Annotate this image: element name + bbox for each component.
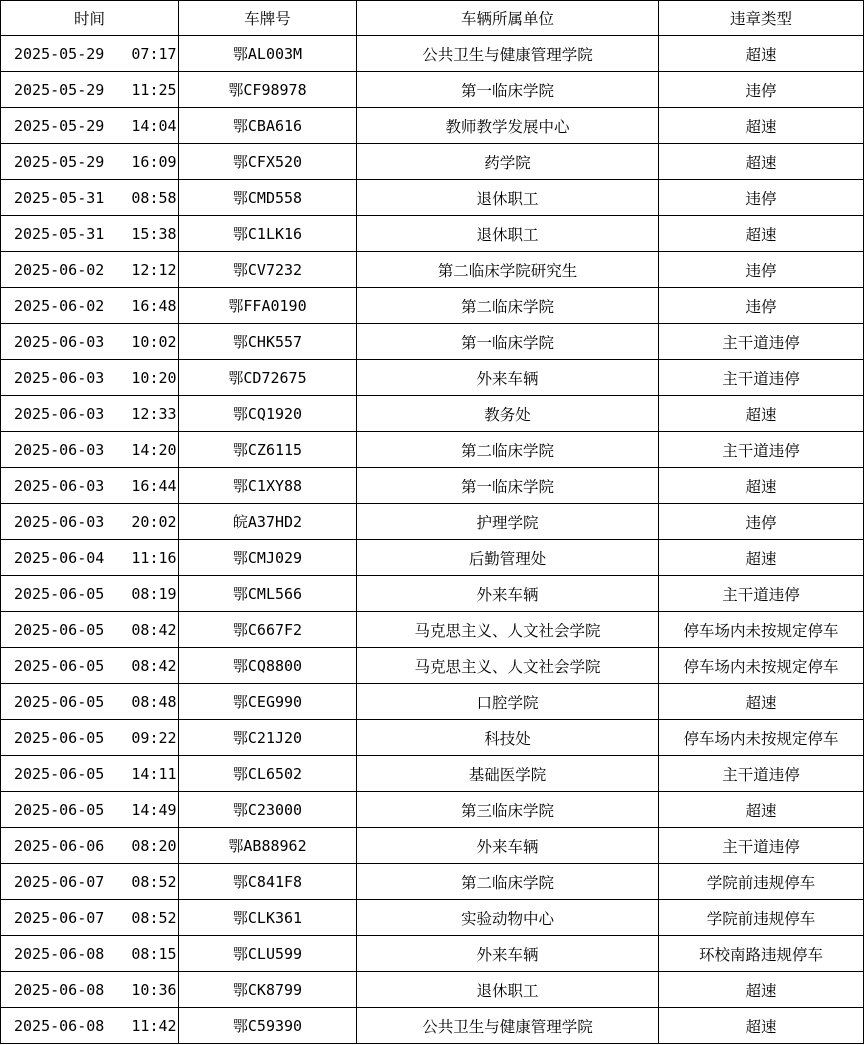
cell-plate: 鄂CK8799 bbox=[179, 972, 357, 1008]
cell-violation-type: 超速 bbox=[659, 684, 864, 720]
cell-time: 2025-06-07 08:52 bbox=[1, 864, 179, 900]
cell-plate: 鄂CD72675 bbox=[179, 360, 357, 396]
table-body bbox=[1, 36, 864, 1044]
cell-time: 2025-06-03 12:33 bbox=[1, 396, 179, 432]
cell-time: 2025-06-07 08:52 bbox=[1, 900, 179, 936]
cell-unit: 基础医学院 bbox=[357, 756, 659, 792]
cell-violation-type: 超速 bbox=[659, 216, 864, 252]
table-row bbox=[1, 180, 864, 216]
cell-violation-type: 主干道违停 bbox=[659, 828, 864, 864]
cell-time: 2025-06-05 09:22 bbox=[1, 720, 179, 756]
cell-violation-type: 主干道违停 bbox=[659, 360, 864, 396]
table-row bbox=[1, 504, 864, 540]
cell-plate: 鄂C23000 bbox=[179, 792, 357, 828]
table-row bbox=[1, 972, 864, 1008]
table-row bbox=[1, 396, 864, 432]
cell-violation-type: 超速 bbox=[659, 36, 864, 72]
cell-plate: 鄂FFA0190 bbox=[179, 288, 357, 324]
cell-violation-type: 环校南路违规停车 bbox=[659, 936, 864, 972]
cell-plate: 鄂CMJ029 bbox=[179, 540, 357, 576]
cell-violation-type: 超速 bbox=[659, 972, 864, 1008]
cell-plate: 鄂CV7232 bbox=[179, 252, 357, 288]
table-row bbox=[1, 468, 864, 504]
cell-violation-type: 停车场内未按规定停车 bbox=[659, 720, 864, 756]
cell-unit: 外来车辆 bbox=[357, 828, 659, 864]
cell-violation-type: 违停 bbox=[659, 504, 864, 540]
cell-plate: 鄂CHK557 bbox=[179, 324, 357, 360]
cell-unit: 外来车辆 bbox=[357, 360, 659, 396]
cell-time: 2025-06-08 08:15 bbox=[1, 936, 179, 972]
cell-plate: 鄂C841F8 bbox=[179, 864, 357, 900]
cell-plate: 鄂C59390 bbox=[179, 1008, 357, 1044]
cell-violation-type: 停车场内未按规定停车 bbox=[659, 648, 864, 684]
cell-time: 2025-06-03 20:02 bbox=[1, 504, 179, 540]
header-plate: 车牌号 bbox=[179, 1, 357, 36]
cell-unit: 第三临床学院 bbox=[357, 792, 659, 828]
cell-plate: 鄂CQ1920 bbox=[179, 396, 357, 432]
table-row bbox=[1, 216, 864, 252]
table-row bbox=[1, 828, 864, 864]
table-row bbox=[1, 540, 864, 576]
table-row bbox=[1, 720, 864, 756]
header-time: 时间 bbox=[1, 1, 179, 36]
cell-plate: 鄂CZ6115 bbox=[179, 432, 357, 468]
cell-time: 2025-05-29 14:04 bbox=[1, 108, 179, 144]
cell-violation-type: 主干道违停 bbox=[659, 432, 864, 468]
cell-time: 2025-06-02 12:12 bbox=[1, 252, 179, 288]
cell-violation-type: 超速 bbox=[659, 396, 864, 432]
cell-time: 2025-06-03 14:20 bbox=[1, 432, 179, 468]
table-row bbox=[1, 936, 864, 972]
cell-unit: 退休职工 bbox=[357, 216, 659, 252]
cell-unit: 马克思主义、人文社会学院 bbox=[357, 612, 659, 648]
table-row bbox=[1, 792, 864, 828]
cell-time: 2025-06-05 14:11 bbox=[1, 756, 179, 792]
cell-unit: 药学院 bbox=[357, 144, 659, 180]
cell-time: 2025-06-05 08:48 bbox=[1, 684, 179, 720]
cell-plate: 鄂AL003M bbox=[179, 36, 357, 72]
cell-time: 2025-05-29 11:25 bbox=[1, 72, 179, 108]
cell-plate: 鄂AB88962 bbox=[179, 828, 357, 864]
cell-unit: 第一临床学院 bbox=[357, 72, 659, 108]
cell-unit: 第一临床学院 bbox=[357, 324, 659, 360]
header-violation-type: 违章类型 bbox=[659, 1, 864, 36]
cell-plate: 鄂C1XY88 bbox=[179, 468, 357, 504]
table-row bbox=[1, 72, 864, 108]
cell-unit: 第二临床学院 bbox=[357, 432, 659, 468]
cell-unit: 外来车辆 bbox=[357, 576, 659, 612]
cell-time: 2025-06-04 11:16 bbox=[1, 540, 179, 576]
cell-time: 2025-06-02 16:48 bbox=[1, 288, 179, 324]
cell-time: 2025-06-05 08:19 bbox=[1, 576, 179, 612]
table-row bbox=[1, 684, 864, 720]
cell-violation-type: 主干道违停 bbox=[659, 756, 864, 792]
cell-violation-type: 停车场内未按规定停车 bbox=[659, 612, 864, 648]
cell-unit: 第二临床学院 bbox=[357, 864, 659, 900]
table-row bbox=[1, 864, 864, 900]
cell-plate: 皖A37HD2 bbox=[179, 504, 357, 540]
table-row bbox=[1, 324, 864, 360]
cell-unit: 护理学院 bbox=[357, 504, 659, 540]
cell-unit: 退休职工 bbox=[357, 180, 659, 216]
cell-unit: 公共卫生与健康管理学院 bbox=[357, 1008, 659, 1044]
table-row bbox=[1, 252, 864, 288]
cell-time: 2025-06-03 10:20 bbox=[1, 360, 179, 396]
cell-violation-type: 超速 bbox=[659, 108, 864, 144]
table-row bbox=[1, 900, 864, 936]
cell-plate: 鄂C667F2 bbox=[179, 612, 357, 648]
cell-violation-type: 违停 bbox=[659, 252, 864, 288]
cell-unit: 教务处 bbox=[357, 396, 659, 432]
cell-violation-type: 超速 bbox=[659, 540, 864, 576]
header-unit: 车辆所属单位 bbox=[357, 1, 659, 36]
cell-violation-type: 主干道违停 bbox=[659, 324, 864, 360]
table-row bbox=[1, 612, 864, 648]
cell-unit: 第一临床学院 bbox=[357, 468, 659, 504]
cell-violation-type: 学院前违规停车 bbox=[659, 864, 864, 900]
cell-time: 2025-05-29 07:17 bbox=[1, 36, 179, 72]
cell-plate: 鄂CF98978 bbox=[179, 72, 357, 108]
cell-time: 2025-06-05 14:49 bbox=[1, 792, 179, 828]
cell-unit: 实验动物中心 bbox=[357, 900, 659, 936]
table-row bbox=[1, 648, 864, 684]
cell-plate: 鄂C1LK16 bbox=[179, 216, 357, 252]
table-row bbox=[1, 432, 864, 468]
cell-time: 2025-05-29 16:09 bbox=[1, 144, 179, 180]
cell-violation-type: 学院前违规停车 bbox=[659, 900, 864, 936]
cell-unit: 马克思主义、人文社会学院 bbox=[357, 648, 659, 684]
cell-unit: 教师教学发展中心 bbox=[357, 108, 659, 144]
cell-violation-type: 违停 bbox=[659, 288, 864, 324]
cell-plate: 鄂CBA616 bbox=[179, 108, 357, 144]
cell-plate: 鄂CLK361 bbox=[179, 900, 357, 936]
cell-violation-type: 违停 bbox=[659, 72, 864, 108]
cell-violation-type: 超速 bbox=[659, 1008, 864, 1044]
cell-time: 2025-06-06 08:20 bbox=[1, 828, 179, 864]
cell-violation-type: 违停 bbox=[659, 180, 864, 216]
cell-unit: 第二临床学院 bbox=[357, 288, 659, 324]
cell-plate: 鄂CQ8800 bbox=[179, 648, 357, 684]
cell-unit: 后勤管理处 bbox=[357, 540, 659, 576]
cell-unit: 口腔学院 bbox=[357, 684, 659, 720]
table-row bbox=[1, 1008, 864, 1044]
cell-plate: 鄂CMD558 bbox=[179, 180, 357, 216]
table-row bbox=[1, 36, 864, 72]
cell-time: 2025-05-31 08:58 bbox=[1, 180, 179, 216]
table-header-row bbox=[1, 1, 864, 36]
table-row bbox=[1, 360, 864, 396]
cell-unit: 退休职工 bbox=[357, 972, 659, 1008]
cell-plate: 鄂CL6502 bbox=[179, 756, 357, 792]
cell-time: 2025-06-05 08:42 bbox=[1, 648, 179, 684]
cell-plate: 鄂CLU599 bbox=[179, 936, 357, 972]
cell-plate: 鄂CEG990 bbox=[179, 684, 357, 720]
cell-plate: 鄂CML566 bbox=[179, 576, 357, 612]
cell-unit: 科技处 bbox=[357, 720, 659, 756]
cell-time: 2025-05-31 15:38 bbox=[1, 216, 179, 252]
cell-time: 2025-06-08 11:42 bbox=[1, 1008, 179, 1044]
cell-unit: 外来车辆 bbox=[357, 936, 659, 972]
cell-plate: 鄂CFX520 bbox=[179, 144, 357, 180]
table-row bbox=[1, 756, 864, 792]
cell-unit: 公共卫生与健康管理学院 bbox=[357, 36, 659, 72]
cell-plate: 鄂C21J20 bbox=[179, 720, 357, 756]
cell-violation-type: 超速 bbox=[659, 144, 864, 180]
cell-time: 2025-06-03 16:44 bbox=[1, 468, 179, 504]
cell-time: 2025-06-08 10:36 bbox=[1, 972, 179, 1008]
cell-time: 2025-06-03 10:02 bbox=[1, 324, 179, 360]
table-row bbox=[1, 108, 864, 144]
cell-time: 2025-06-05 08:42 bbox=[1, 612, 179, 648]
table-row bbox=[1, 576, 864, 612]
cell-unit: 第二临床学院研究生 bbox=[357, 252, 659, 288]
cell-violation-type: 主干道违停 bbox=[659, 576, 864, 612]
cell-violation-type: 超速 bbox=[659, 468, 864, 504]
table-row bbox=[1, 288, 864, 324]
cell-violation-type: 超速 bbox=[659, 792, 864, 828]
table-row bbox=[1, 144, 864, 180]
